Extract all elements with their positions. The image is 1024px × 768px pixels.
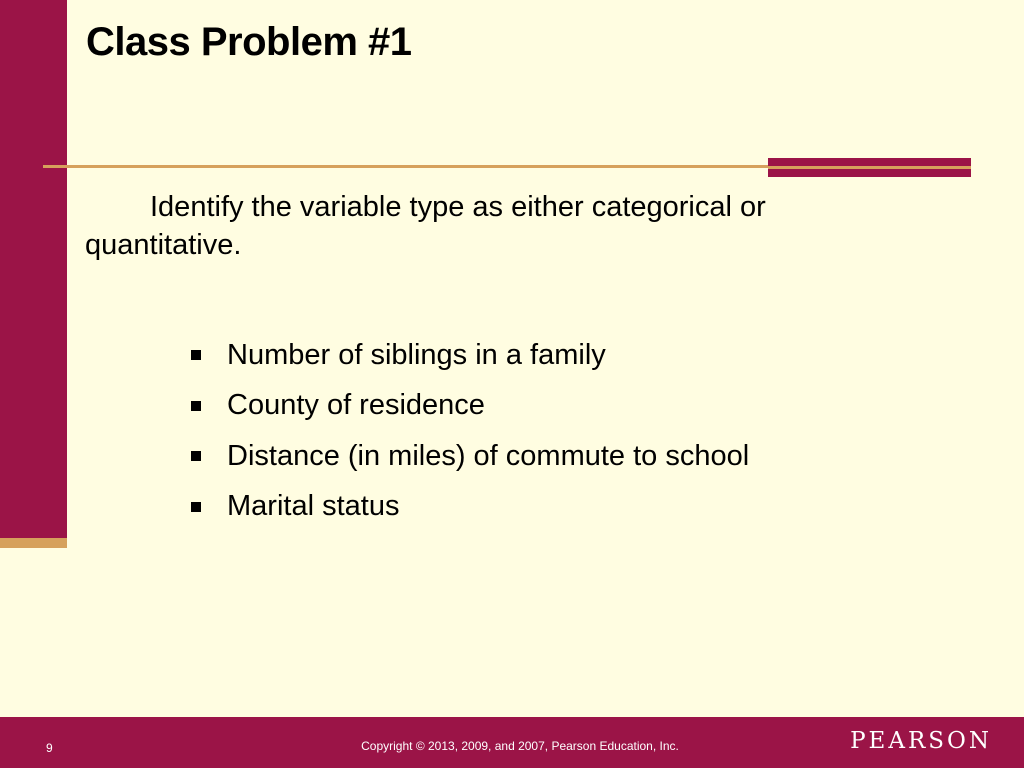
list-item [188, 381, 749, 432]
list-item-text: Number of siblings in a family [227, 338, 606, 371]
square-bullet-icon [191, 502, 201, 512]
title-divider-block-stripe [768, 166, 971, 169]
list-item [188, 482, 749, 533]
page-number: 9 [46, 741, 53, 755]
list-item-text: Marital status [227, 490, 400, 523]
list-item [188, 330, 749, 381]
copyright-notice: Copyright © 2013, 2009, and 2007, Pearson Education, Inc. [361, 739, 679, 753]
slide-title: Class Problem #1 [86, 20, 412, 64]
list-item-text: County of residence [227, 389, 485, 422]
left-brand-bar [0, 0, 67, 538]
square-bullet-icon [191, 350, 201, 360]
list-item [188, 431, 749, 482]
slide-instruction: Identify the variable type as either categorical or quantitative. [85, 191, 766, 261]
title-divider-line [43, 165, 770, 168]
square-bullet-icon [191, 451, 201, 461]
left-bar-accent-stripe [0, 538, 67, 548]
square-bullet-icon [191, 401, 201, 411]
pearson-logo: PEARSON [850, 728, 992, 754]
variable-list [188, 330, 749, 532]
slide-footer [0, 717, 1024, 768]
list-item-text: Distance (in miles) of commute to school [227, 439, 750, 472]
